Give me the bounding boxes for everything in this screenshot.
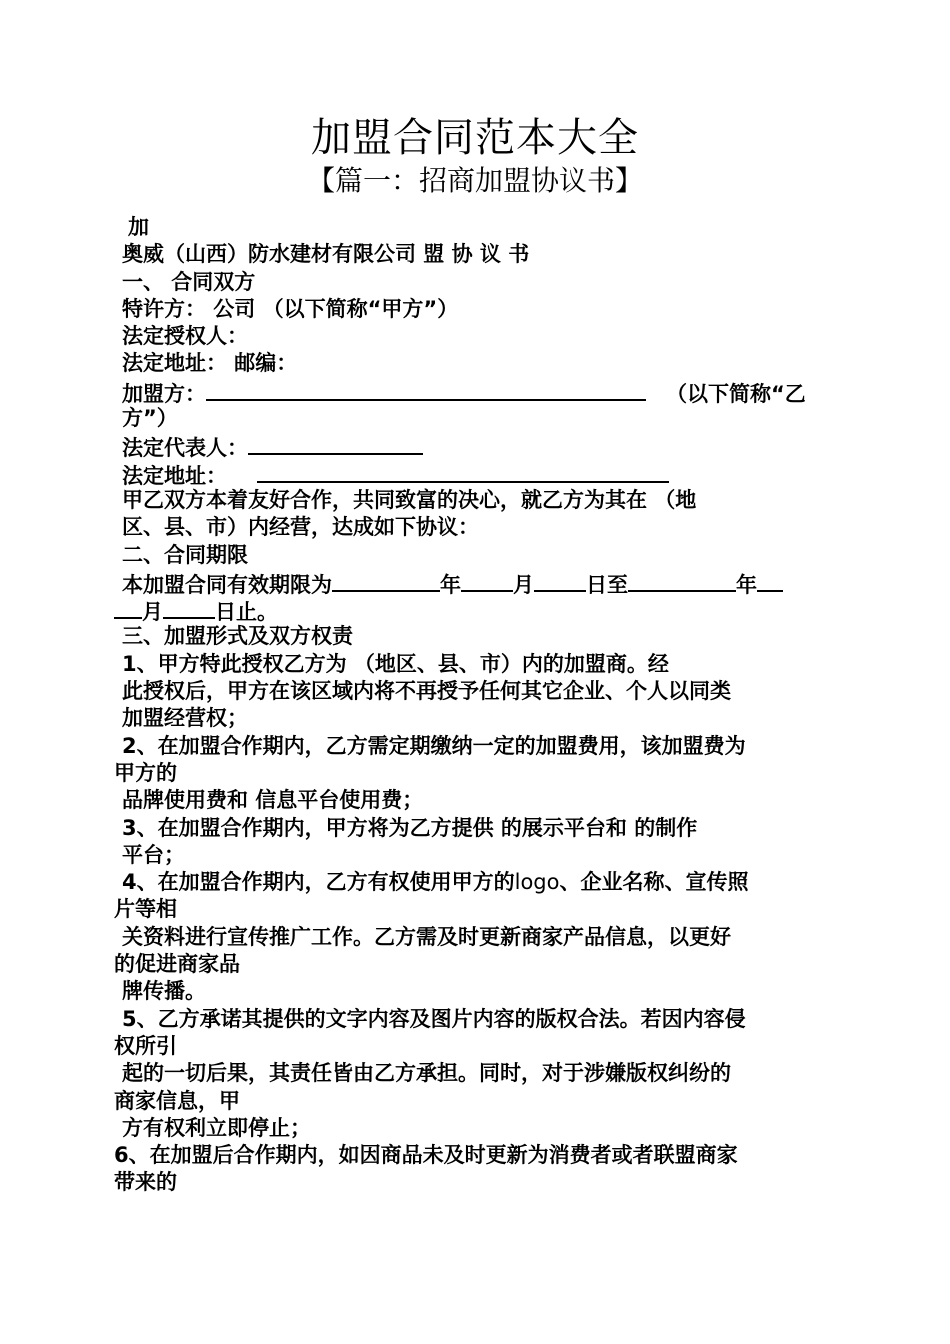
- text-line: 法定授权人：: [122, 324, 248, 349]
- text-line: 6、在加盟后合作期内，如因商品未及时更新为消费者或者联盟商家: [114, 1143, 738, 1168]
- text-span: logo: [514, 870, 560, 895]
- section-heading: 二、合同期限: [122, 542, 248, 567]
- text-line: 此授权后，甲方在该区域内将不再授予任何其它企业、个人以同类: [122, 679, 731, 704]
- text-span: 日至: [586, 572, 628, 597]
- section-heading: 一、 合同双方: [122, 269, 256, 294]
- text-line: 2、在加盟合作期内，乙方需定期缴纳一定的加盟费用，该加盟费为: [122, 733, 746, 758]
- text-line: 的促进商家品: [114, 952, 240, 977]
- blank-line: [461, 569, 513, 592]
- label-legal-address: 法定地址：: [122, 463, 227, 488]
- text-span: 日止。: [215, 600, 278, 625]
- label-legal-rep: 法定代表人：: [122, 436, 248, 461]
- text-span: 、企业名称、宣传照: [559, 870, 749, 895]
- text-span: （以下简称“乙: [666, 381, 806, 406]
- blank-line: [114, 596, 142, 619]
- page-subtitle: 【篇一：招商加盟协议书】: [306, 164, 643, 197]
- text-line: [114, 378, 844, 405]
- text-line: 平台；: [122, 842, 185, 867]
- page-title: 加盟合同范本大全: [311, 115, 639, 161]
- text-line: [114, 460, 844, 487]
- text-line: [114, 869, 844, 896]
- text-line: 3、在加盟合作期内，甲方将为乙方提供 的展示平台和 的制作: [122, 815, 698, 840]
- text-line: 关资料进行宣传推广工作。乙方需及时更新商家产品信息，以更好: [122, 924, 731, 949]
- text-line: 1、甲方特此授权乙方为 （地区、县、市）内的加盟商。经: [122, 651, 669, 676]
- text-line: 甲乙双方本着友好合作，共同致富的决心，就乙方为其在 （地: [122, 487, 697, 512]
- text-line: 带来的: [114, 1170, 177, 1195]
- text-span: 月: [513, 572, 534, 597]
- text-span: 4、在加盟合作期内，乙方有权使用甲方的: [122, 870, 515, 895]
- text-line: 片等相: [114, 897, 177, 922]
- text-line: 方”）: [122, 406, 178, 431]
- text-span: 本加盟合同有效期限为: [122, 572, 332, 597]
- text-line: 区、县、市）内经营，达成如下协议：: [122, 515, 479, 540]
- blank-line: [757, 569, 783, 592]
- section-heading: 三、加盟形式及双方权责: [122, 624, 353, 649]
- text-line: 特许方： 公司 （以下简称“甲方”）: [122, 296, 459, 321]
- text-line: 甲方的: [114, 760, 177, 785]
- blank-line: [257, 460, 669, 483]
- text-line: 起的一切后果，其责任皆由乙方承担。同时，对于涉嫌版权纠纷的: [122, 1061, 731, 1086]
- text-line: 权所引: [114, 1033, 177, 1058]
- blank-line: [534, 569, 586, 592]
- blank-line: [248, 432, 423, 455]
- document-body: [114, 214, 844, 1197]
- text-line: 加: [128, 215, 149, 239]
- label-franchisee: 加盟方：: [122, 381, 206, 406]
- text-span: 月: [142, 600, 163, 625]
- text-span: 年: [736, 572, 757, 597]
- text-line: 牌传播。: [122, 979, 206, 1004]
- blank-line: [332, 569, 440, 592]
- text-line: 奥威（山西）防水建材有限公司 盟 协 议 书: [122, 242, 530, 267]
- text-line: [114, 569, 844, 596]
- blank-line: [628, 569, 736, 592]
- text-line: 商家信息，甲: [114, 1088, 240, 1113]
- text-line: 加盟经营权；: [122, 706, 248, 731]
- blank-line: [206, 378, 646, 401]
- blank-line: [163, 596, 215, 619]
- text-span: 年: [440, 572, 461, 597]
- text-line: 方有权利立即停止；: [122, 1115, 311, 1140]
- text-line: [114, 596, 844, 623]
- text-line: 法定地址： 邮编：: [122, 351, 298, 376]
- text-line: 品牌使用费和 信息平台使用费；: [122, 788, 424, 813]
- text-line: 5、乙方承诺其提供的文字内容及图片内容的版权合法。若因内容侵: [122, 1006, 746, 1031]
- text-line: [114, 432, 844, 459]
